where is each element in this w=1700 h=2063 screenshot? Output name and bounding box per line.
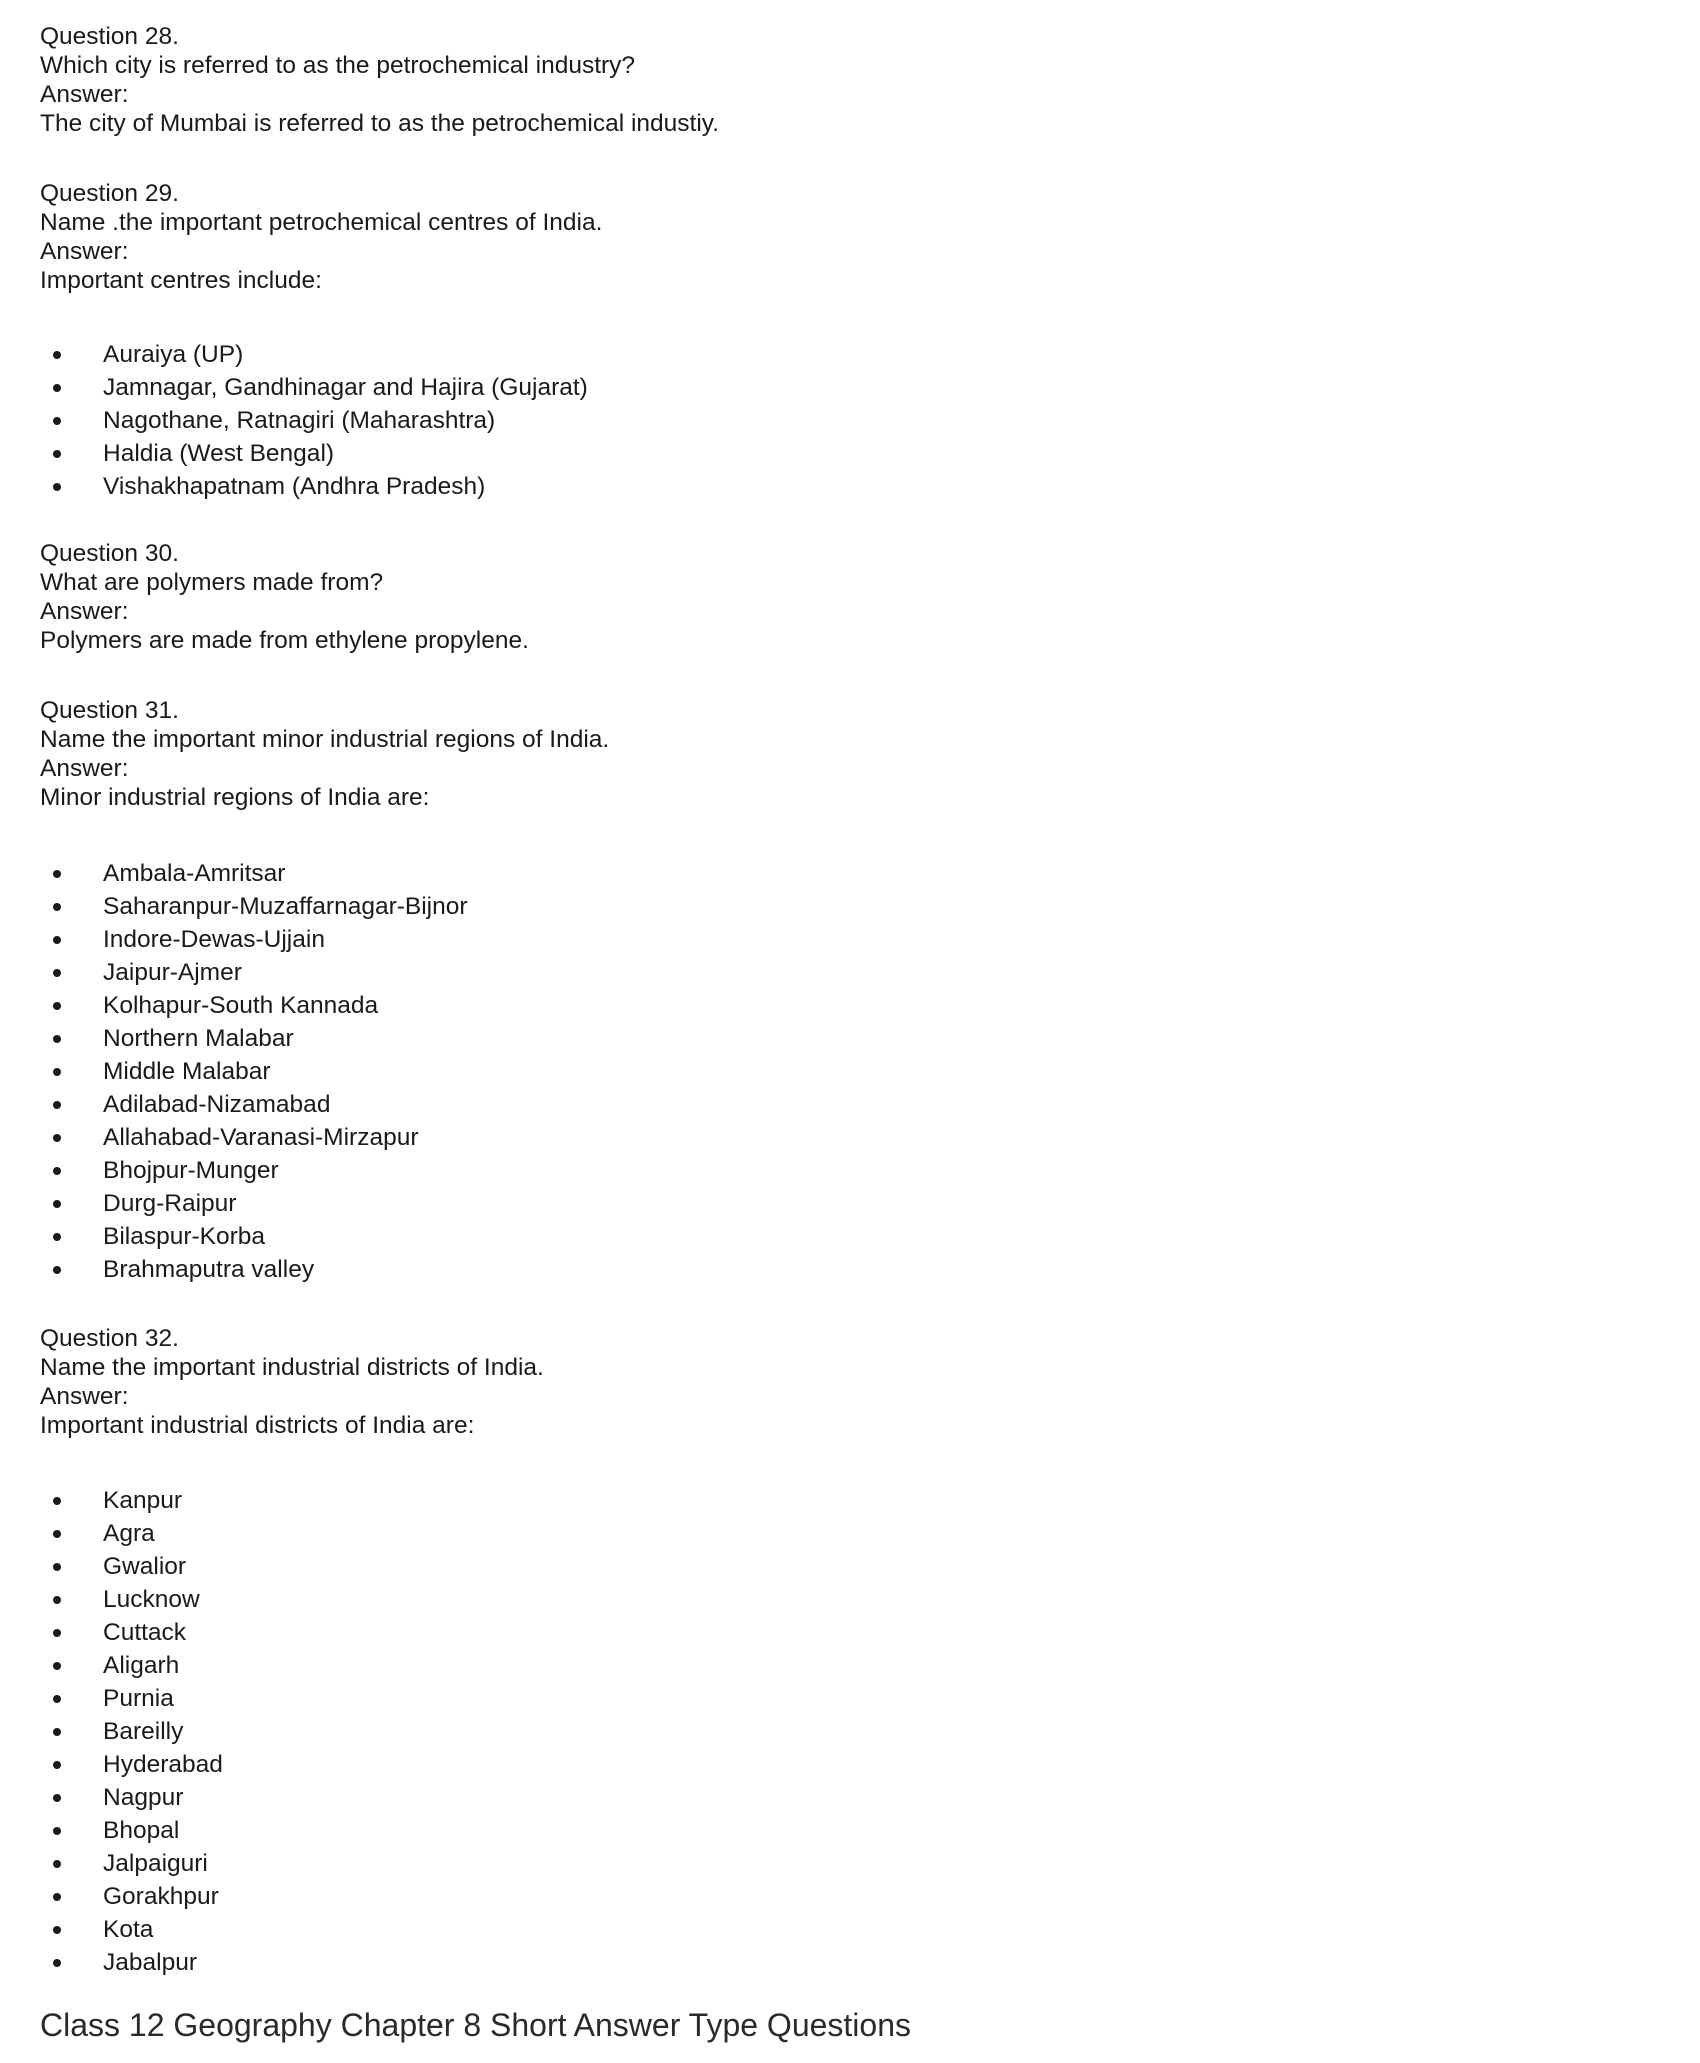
- list-item: [40, 371, 1640, 404]
- list-item: [40, 1154, 1640, 1187]
- list-item: [40, 1781, 1640, 1814]
- bullet-icon: [53, 351, 61, 359]
- list-item-text: Bhojpur-Munger: [103, 1157, 279, 1184]
- bullet-icon: [53, 1959, 61, 1967]
- list-item-text: Gwalior: [103, 1553, 187, 1580]
- bullet-icon: [53, 1200, 61, 1208]
- question-text: What are polymers made from?: [40, 569, 384, 596]
- bullet-icon: [53, 384, 61, 392]
- list-item: [40, 1187, 1640, 1220]
- list-item-text: Middle Malabar: [103, 1058, 271, 1085]
- bullet-icon: [53, 969, 61, 977]
- list-item-text: Nagpur: [103, 1784, 184, 1811]
- bullet-icon: [53, 1761, 61, 1769]
- question-number: Question 31.: [40, 697, 179, 724]
- bullet-icon: [53, 870, 61, 878]
- question-block-28: [40, 22, 1640, 138]
- list-item-text: Bilaspur-Korba: [103, 1223, 266, 1250]
- list-item: [40, 1616, 1640, 1649]
- list-item-text: Allahabad-Varanasi-Mirzapur: [103, 1124, 419, 1151]
- list-item: [40, 1748, 1640, 1781]
- answer-text: Minor industrial regions of India are:: [40, 784, 430, 811]
- question-text: Name the important minor industrial regions of India.: [40, 726, 610, 753]
- section-heading: Class 12 Geography Chapter 8 Short Answer Type Questions: [40, 2007, 911, 2043]
- list-item-text: Indore-Dewas-Ujjain: [103, 926, 325, 953]
- list-item-text: Kanpur: [103, 1487, 183, 1514]
- answer-label: Answer:: [40, 81, 129, 108]
- list-item-text: Saharanpur-Muzaffarnagar-Bijnor: [103, 893, 468, 920]
- answer-text: The city of Mumbai is referred to as the petrochemical industiy.: [40, 110, 720, 137]
- list-item: [40, 437, 1640, 470]
- list-item: [40, 857, 1640, 890]
- list-item: [40, 1055, 1640, 1088]
- question-number: Question 29.: [40, 180, 179, 207]
- bullet-icon: [53, 936, 61, 944]
- list-item-text: Northern Malabar: [103, 1025, 294, 1052]
- bullet-icon: [53, 1662, 61, 1670]
- list-item-text: Aligarh: [103, 1652, 180, 1679]
- bullet-icon: [53, 1101, 61, 1109]
- bullet-icon: [53, 1035, 61, 1043]
- list-item-text: Cuttack: [103, 1619, 187, 1646]
- list-item: [40, 1517, 1640, 1550]
- bullet-icon: [53, 1497, 61, 1505]
- list-item-text: Brahmaputra valley: [103, 1256, 315, 1283]
- bullet-icon: [53, 1926, 61, 1934]
- bullet-icon: [53, 1134, 61, 1142]
- answer-text: Important industrial districts of India are:: [40, 1412, 475, 1439]
- list-item: [40, 1814, 1640, 1847]
- question-block-31: [40, 696, 1640, 812]
- list-item: [40, 1550, 1640, 1583]
- answer-label: Answer:: [40, 598, 129, 625]
- bullet-icon: [53, 417, 61, 425]
- answer-label: Answer:: [40, 755, 129, 782]
- bullet-icon: [53, 1002, 61, 1010]
- bullet-icon: [53, 1893, 61, 1901]
- list-item-text: Durg-Raipur: [103, 1190, 237, 1217]
- list-item-text: Adilabad-Nizamabad: [103, 1091, 331, 1118]
- list-item: [40, 956, 1640, 989]
- list-item: [40, 1946, 1640, 1979]
- bullet-icon: [53, 1596, 61, 1604]
- question-number: Question 28.: [40, 23, 179, 50]
- list-item: [40, 1121, 1640, 1154]
- list-item: [40, 1022, 1640, 1055]
- answer-text: Important centres include:: [40, 267, 322, 294]
- list-item-text: Ambala-Amritsar: [103, 860, 286, 887]
- answer-label: Answer:: [40, 1383, 129, 1410]
- bullet-icon: [53, 1563, 61, 1571]
- question-block-30: [40, 539, 1640, 655]
- list-item: [40, 1913, 1640, 1946]
- list-item: [40, 1715, 1640, 1748]
- bullet-list-q32: [40, 1484, 1640, 1979]
- list-item: [40, 1847, 1640, 1880]
- list-item: [40, 1484, 1640, 1517]
- list-item-text: Agra: [103, 1520, 155, 1547]
- list-item: [40, 1220, 1640, 1253]
- list-item: [40, 890, 1640, 923]
- list-item-text: Haldia (West Bengal): [103, 440, 335, 467]
- list-item: [40, 1649, 1640, 1682]
- answer-label: Answer:: [40, 238, 129, 265]
- bullet-list-q29: [40, 338, 1640, 503]
- list-item-text: Kota: [103, 1916, 154, 1943]
- list-item-text: Gorakhpur: [103, 1883, 219, 1910]
- bullet-icon: [53, 1629, 61, 1637]
- bullet-icon: [53, 1827, 61, 1835]
- list-item-text: Bhopal: [103, 1817, 180, 1844]
- list-item-text: Jaipur-Ajmer: [103, 959, 242, 986]
- list-item: [40, 1880, 1640, 1913]
- question-number: Question 30.: [40, 540, 179, 567]
- bullet-icon: [53, 1068, 61, 1076]
- bullet-icon: [53, 1695, 61, 1703]
- list-item-text: Purnia: [103, 1685, 174, 1712]
- bullet-icon: [53, 450, 61, 458]
- question-block-32: [40, 1324, 1640, 1440]
- bullet-icon: [53, 1860, 61, 1868]
- list-item: [40, 470, 1640, 503]
- list-item: [40, 923, 1640, 956]
- bullet-icon: [53, 1794, 61, 1802]
- question-text: Name .the important petrochemical centres of India.: [40, 209, 603, 236]
- list-item-text: Auraiya (UP): [103, 341, 244, 368]
- list-item-text: Hyderabad: [103, 1751, 223, 1778]
- question-text: Which city is referred to as the petrochemical industry?: [40, 52, 636, 79]
- bullet-icon: [53, 1233, 61, 1241]
- list-item: [40, 338, 1640, 371]
- bullet-icon: [53, 1266, 61, 1274]
- list-item-text: Bareilly: [103, 1718, 184, 1745]
- question-number: Question 32.: [40, 1325, 179, 1352]
- list-item-text: Vishakhapatnam (Andhra Pradesh): [103, 473, 486, 500]
- bullet-icon: [53, 1167, 61, 1175]
- list-item: [40, 404, 1640, 437]
- list-item-text: Jabalpur: [103, 1949, 197, 1976]
- list-item-text: Jamnagar, Gandhinagar and Hajira (Gujarat): [103, 374, 588, 401]
- list-item: [40, 1088, 1640, 1121]
- answer-text: Polymers are made from ethylene propylene.: [40, 627, 529, 654]
- question-block-29: [40, 179, 1640, 295]
- list-item: [40, 1583, 1640, 1616]
- bullet-icon: [53, 483, 61, 491]
- list-item: [40, 1253, 1640, 1286]
- list-item-text: Jalpaiguri: [103, 1850, 208, 1877]
- list-item-text: Lucknow: [103, 1586, 200, 1613]
- bullet-list-q31: [40, 857, 1640, 1286]
- bullet-icon: [53, 1530, 61, 1538]
- list-item: [40, 1682, 1640, 1715]
- list-item-text: Kolhapur-South Kannada: [103, 992, 379, 1019]
- list-item: [40, 989, 1640, 1022]
- question-text: Name the important industrial districts of India.: [40, 1354, 544, 1381]
- list-item-text: Nagothane, Ratnagiri (Maharashtra): [103, 407, 496, 434]
- bullet-icon: [53, 903, 61, 911]
- bullet-icon: [53, 1728, 61, 1736]
